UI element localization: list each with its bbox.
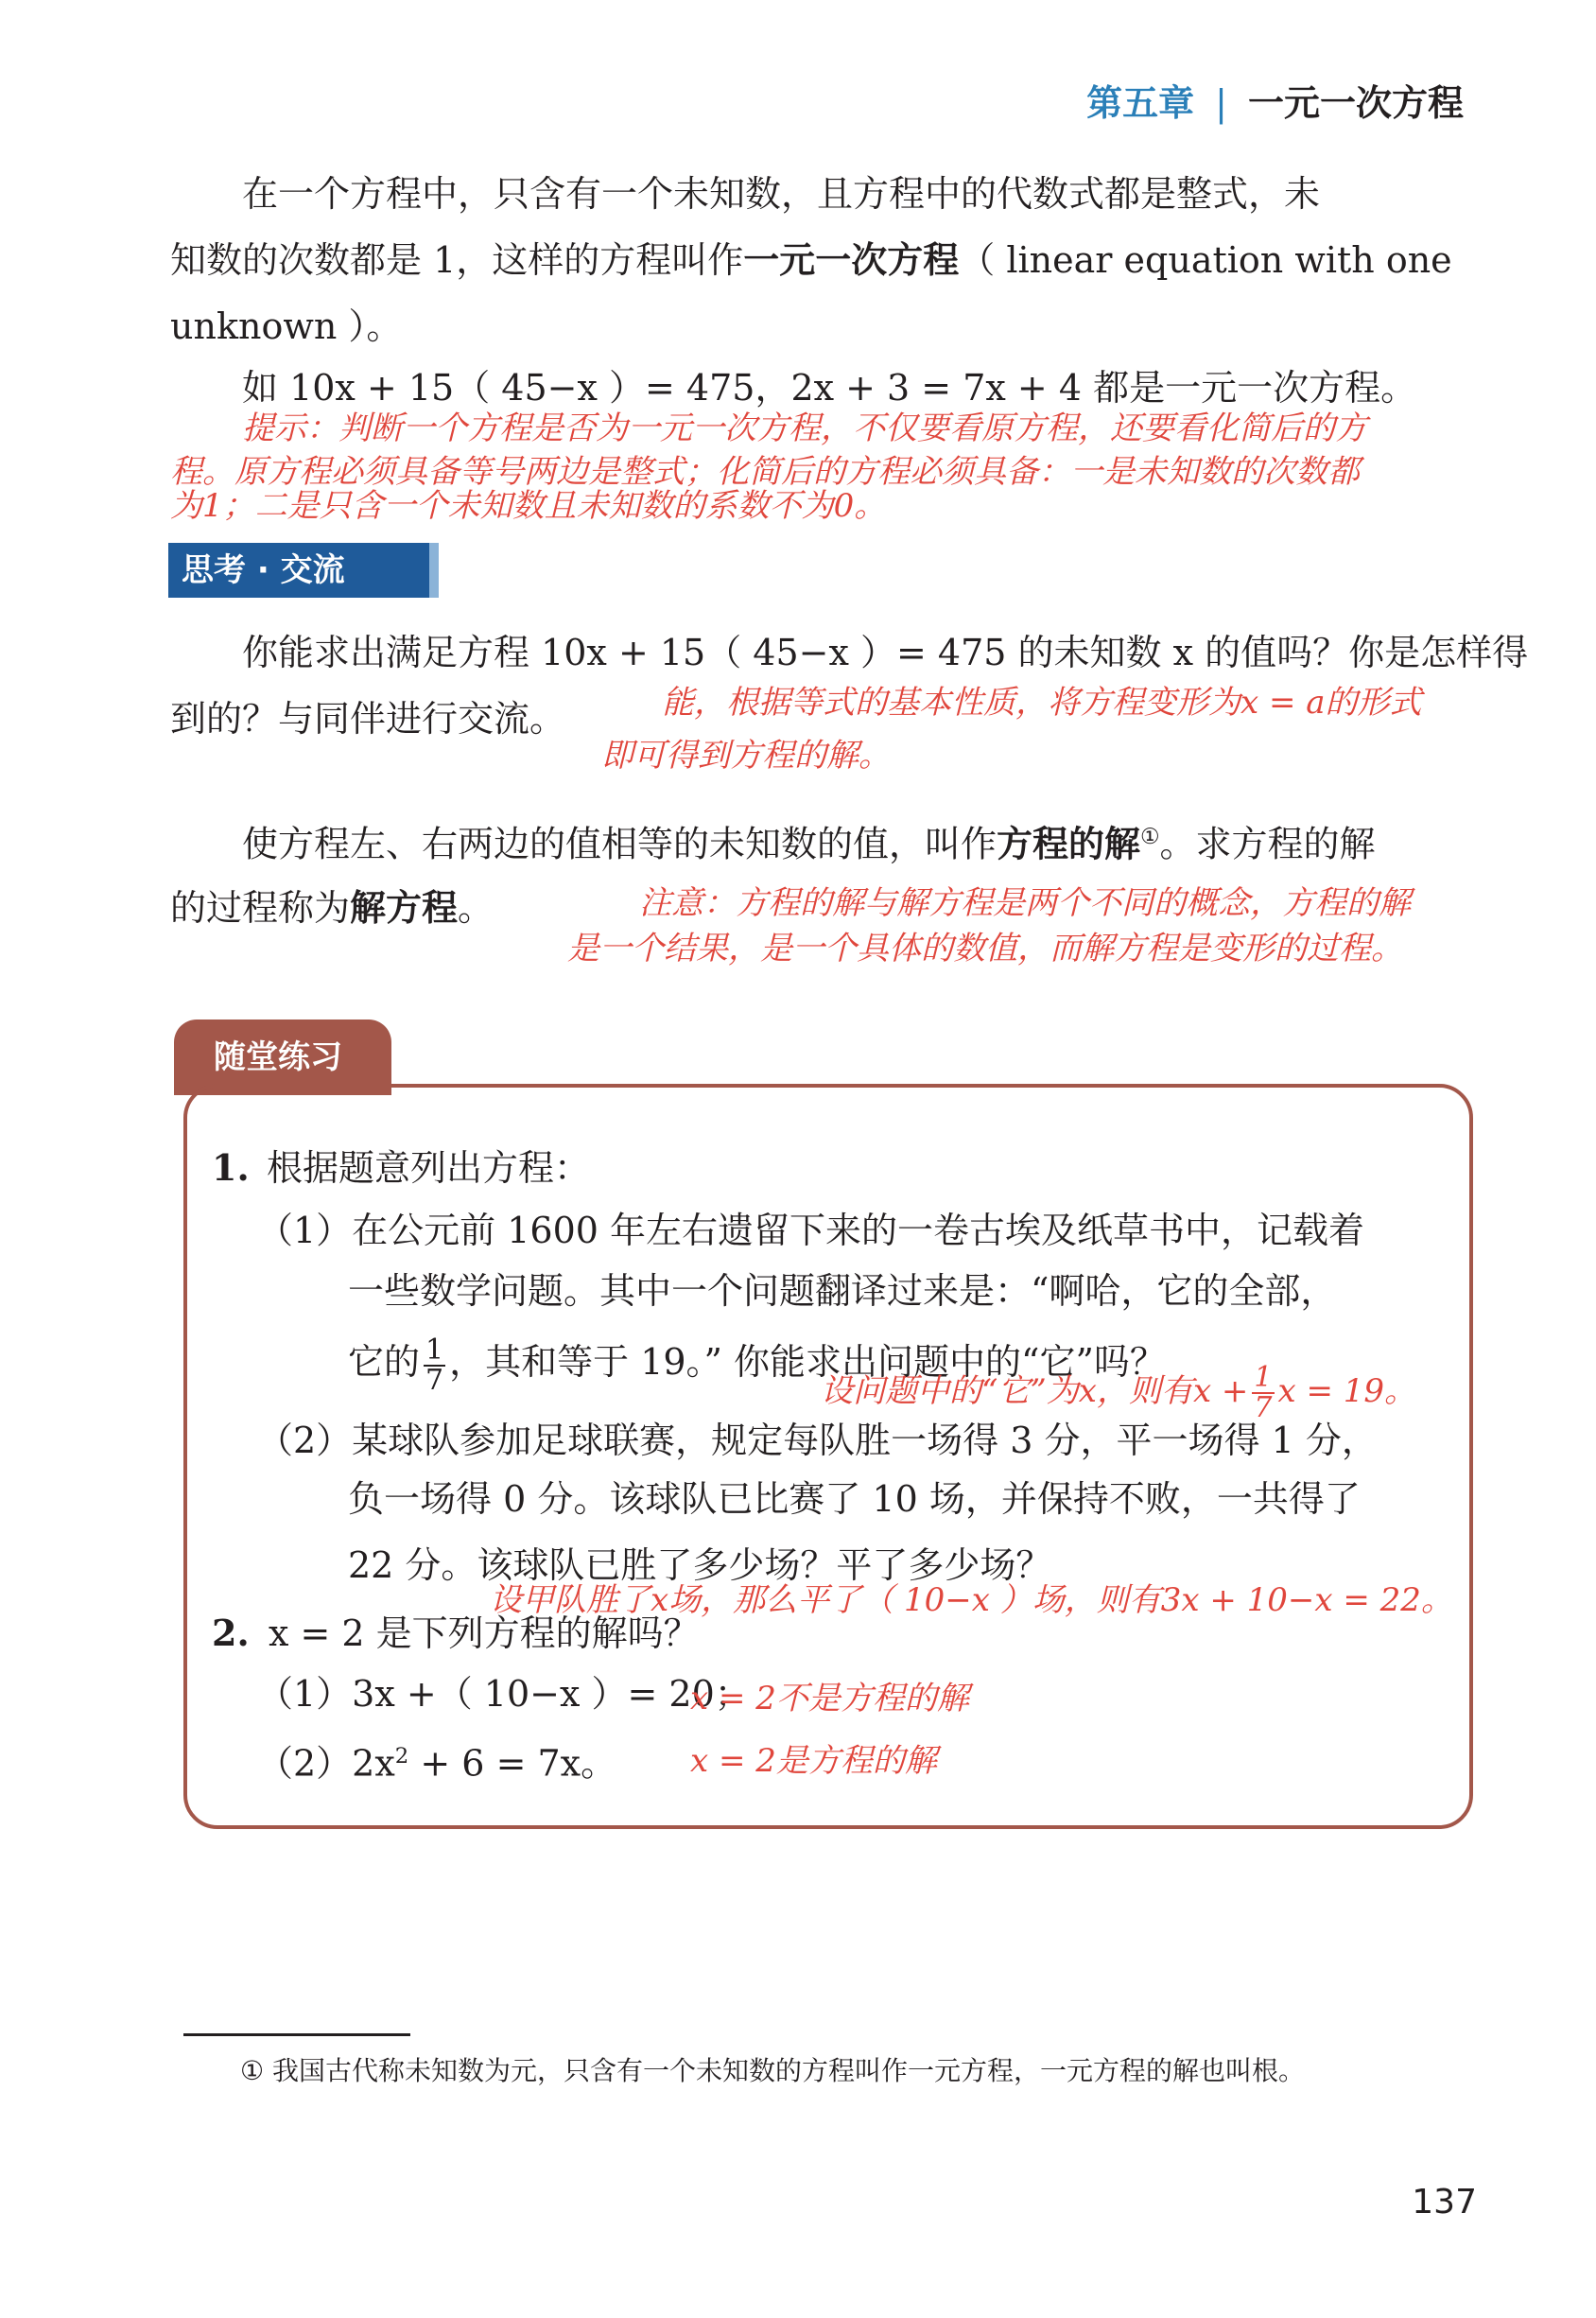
think-line-2: 到的？与同伴进行交流。 bbox=[170, 698, 566, 740]
solution-def-line-1 bbox=[242, 804, 1375, 878]
q1-1-line-2: 一些数学问题。其中一个问题翻译过来是：“啊哈，它的全部， bbox=[348, 1270, 1337, 1312]
example-line: 如 10x + 15（ 45−x ）= 475，2x + 3 = 7x + 4 都是一元一次方程。 bbox=[242, 367, 1417, 409]
q2-number: 2. bbox=[212, 1612, 250, 1654]
footnote-rule bbox=[183, 2033, 410, 2036]
q2-2-equation bbox=[257, 1723, 616, 1797]
q1-1-line-3-pre: 它的 bbox=[348, 1341, 421, 1383]
q2-title: x = 2 是下列方程的解吗？ bbox=[269, 1612, 700, 1654]
exercise-tab: 随堂练习 bbox=[174, 1020, 391, 1095]
footnote: ① 我国古代称未知数为元，只含有一个未知数的方程叫作一元方程，一元方程的解也叫根。 bbox=[240, 2055, 1306, 2086]
definition-line-2-post: （ linear equation with one bbox=[959, 239, 1452, 281]
chapter-label: 第五章 bbox=[1086, 82, 1195, 124]
definition-line-2 bbox=[170, 227, 1452, 293]
term-linear-equation: 一元一次方程 bbox=[743, 238, 960, 281]
q2-2-answer: x = 2是方程的解 bbox=[690, 1742, 937, 1780]
solution-def-line-2 bbox=[170, 875, 494, 941]
fraction-denominator: 7 bbox=[425, 1363, 444, 1397]
answer-fraction-numerator: 1 bbox=[1254, 1361, 1273, 1394]
q1-1-answer-pre: 设问题中的“它”为x，则有x + bbox=[821, 1372, 1249, 1410]
q1-1-line-3-post: ，其和等于 19。” 你能求出问题中的“它”吗？ bbox=[449, 1341, 1166, 1383]
solution-def-line-2-post: 。 bbox=[458, 887, 494, 929]
chapter-header bbox=[1086, 74, 1464, 126]
q1-1-line-1: （1）在公元前 1600 年左右遗留下来的一卷古埃及纸草书中，记载着 bbox=[257, 1210, 1365, 1251]
think-answer-line-1: 能，根据等式的基本性质，将方程变形为x = a的形式 bbox=[662, 684, 1422, 722]
answer-fraction-denominator: 7 bbox=[1254, 1391, 1273, 1424]
term-solution: 方程的解 bbox=[997, 822, 1141, 865]
q1-2-line-3: 22 分。该球队已胜了多少场？平了多少场？ bbox=[348, 1544, 1052, 1586]
notice-note-line-2: 是一个结果，是一个具体的数值，而解方程是变形的过程。 bbox=[567, 930, 1403, 967]
q2-1-answer: x = 2不是方程的解 bbox=[690, 1680, 969, 1717]
term-solve-equation: 解方程 bbox=[350, 886, 459, 929]
fraction-one-seventh bbox=[424, 1333, 445, 1397]
solution-def-line-2-pre: 的过程称为 bbox=[170, 887, 351, 929]
q1-title: 根据题意列出方程： bbox=[267, 1147, 591, 1189]
q1-number: 1. bbox=[212, 1146, 250, 1189]
page-number: 137 bbox=[1412, 2183, 1477, 2222]
definition-line-1: 在一个方程中，只含有一个未知数，且方程中的代数式都是整式，未 bbox=[242, 173, 1321, 215]
solution-def-post: 。求方程的解 bbox=[1159, 823, 1376, 865]
hint-note-line-3: 为1；二是只含一个未知数且未知数的系数不为0。 bbox=[170, 487, 887, 525]
hint-note-line-2: 程。原方程必须具备等号两边是整式；化简后的方程必须具备：一是未知数的次数都 bbox=[170, 453, 1360, 491]
q2-2-exponent: 2 bbox=[394, 1744, 409, 1769]
q2-1-equation: （1）3x +（ 10−x ）= 20； bbox=[257, 1673, 751, 1715]
chapter-title: 一元一次方程 bbox=[1247, 82, 1464, 124]
definition-line-3: unknown ）。 bbox=[170, 305, 403, 347]
think-answer-line-2: 即可得到方程的解。 bbox=[601, 737, 891, 775]
q2-2-pre: （2）2x bbox=[257, 1742, 395, 1785]
q2-2-post: + 6 = 7x。 bbox=[408, 1742, 617, 1785]
q1-2-line-2: 负一场得 0 分。该球队已比赛了 10 场，并保持不败，一共得了 bbox=[348, 1478, 1361, 1520]
q1-2-answer: 设甲队胜了x场，那么平了（ 10−x ）场，则有3x + 10−x = 22。 bbox=[490, 1581, 1453, 1619]
fraction-numerator: 1 bbox=[425, 1333, 444, 1367]
hint-note-line-1: 提示：判断一个方程是否为一元一次方程，不仅要看原方程，还要看化简后的方 bbox=[242, 410, 1367, 447]
footnote-marker: ① bbox=[1140, 825, 1160, 849]
q1-1-answer-post: x = 19。 bbox=[1277, 1372, 1417, 1410]
definition-line-2-pre: 知数的次数都是 1，这样的方程叫作 bbox=[170, 239, 744, 281]
think-line-1: 你能求出满足方程 10x + 15（ 45−x ）= 475 的未知数 x 的值吗？你是怎样得 bbox=[242, 632, 1529, 673]
q1-2-line-1: （2）某球队参加足球联赛，规定每队胜一场得 3 分，平一场得 1 分， bbox=[257, 1420, 1378, 1461]
solution-def-pre: 使方程左、右两边的值相等的未知数的值，叫作 bbox=[242, 823, 998, 865]
think-discuss-tab: 思考 · 交流 bbox=[168, 543, 429, 598]
header-separator: | bbox=[1215, 82, 1227, 124]
notice-note-line-1: 注意：方程的解与解方程是两个不同的概念，方程的解 bbox=[639, 884, 1411, 922]
